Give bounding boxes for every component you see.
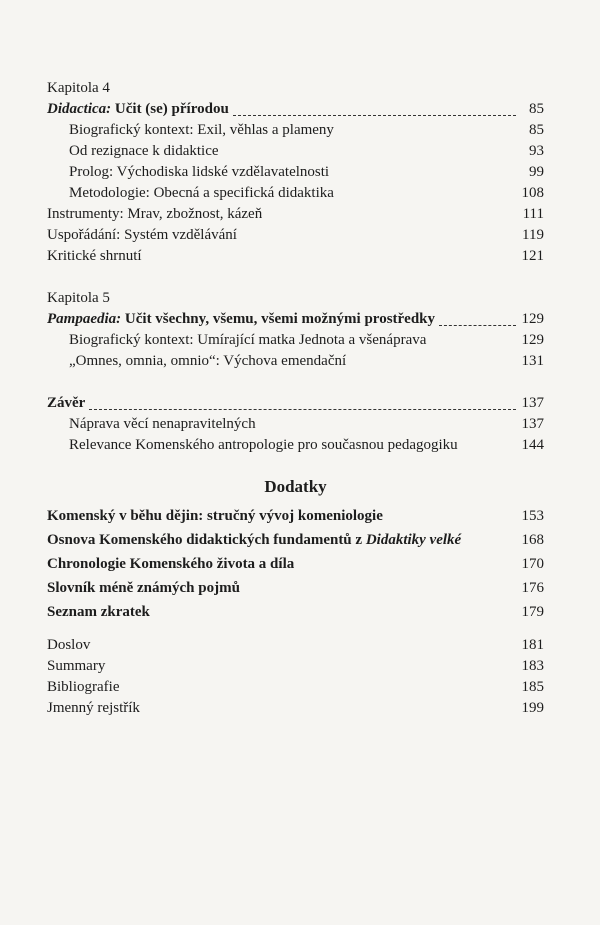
leader-dots (439, 325, 516, 326)
toc-entry: Instrumenty: Mrav, zbožnost, kázeň 111 (47, 206, 544, 222)
chapter-5-title (47, 309, 544, 330)
chapter-4-page: 85 (529, 101, 544, 117)
appendix-entry: Chronologie Komenského života a díla 170 (47, 556, 544, 572)
appendix-heading: Dodatky (264, 477, 327, 496)
back-entry: Jmenný rejstřík 199 (47, 700, 544, 716)
toc-entry: Biografický kontext: Exil, věhlas a plameny 85 (69, 122, 544, 138)
toc-entry: Od rezignace k didaktice 93 (69, 143, 544, 159)
appendix-list (47, 506, 544, 623)
toc-entry: Relevance Komenského antropologie pro současnou pedagogiku 144 (69, 437, 544, 453)
back-entry: Summary 183 (47, 658, 544, 674)
leader-dots (233, 115, 516, 116)
chapter-5-page: 129 (521, 311, 544, 327)
conclusion-page: 137 (521, 395, 544, 411)
chapter-5-label: Kapitola 5 (47, 290, 110, 306)
table-of-contents (47, 78, 544, 719)
appendix-entry: Osnova Komenského didaktických fundamentů z Didaktiky velké 168 (47, 532, 544, 548)
chapter-4-title (47, 99, 544, 120)
chapter-4-label: Kapitola 4 (47, 80, 110, 96)
toc-entry: Uspořádání: Systém vzdělávání 119 (47, 227, 544, 243)
toc-entry: Náprava věcí nenapravitelných 137 (69, 416, 544, 432)
chapter-5-title-italic: Pampaedia: (47, 311, 122, 327)
back-matter (47, 635, 544, 719)
back-entry: Bibliografie 185 (47, 679, 544, 695)
conclusion-title: Závěr 137 (47, 393, 544, 414)
appendix-entry: Slovník méně známých pojmů 176 (47, 580, 544, 596)
chapter-4-title-rest: Učit (se) přírodou (111, 101, 229, 117)
toc-entry: „Omnes, omnia, omnio“: Výchova emendační 131 (69, 353, 544, 369)
back-entry: Doslov 181 (47, 637, 544, 653)
toc-entry: Biografický kontext: Umírající matka Jednota a všenáprava 129 (69, 332, 544, 348)
toc-entry: Prolog: Východiska lidské vzdělavatelnosti 99 (69, 164, 544, 180)
toc-entry: Metodologie: Obecná a specifická didaktika 108 (69, 185, 544, 201)
toc-entry: Kritické shrnutí 121 (47, 248, 544, 264)
chapter-5-title-rest: Učit všechny, všemu, všemi možnými prostředky (121, 311, 436, 327)
leader-dots (89, 409, 516, 410)
appendix-entry: Seznam zkratek 179 (47, 604, 544, 620)
appendix-entry: Komenský v běhu dějin: stručný vývoj komeniologie 153 (47, 508, 544, 524)
chapter-4-title-italic: Didactica: (47, 101, 112, 117)
